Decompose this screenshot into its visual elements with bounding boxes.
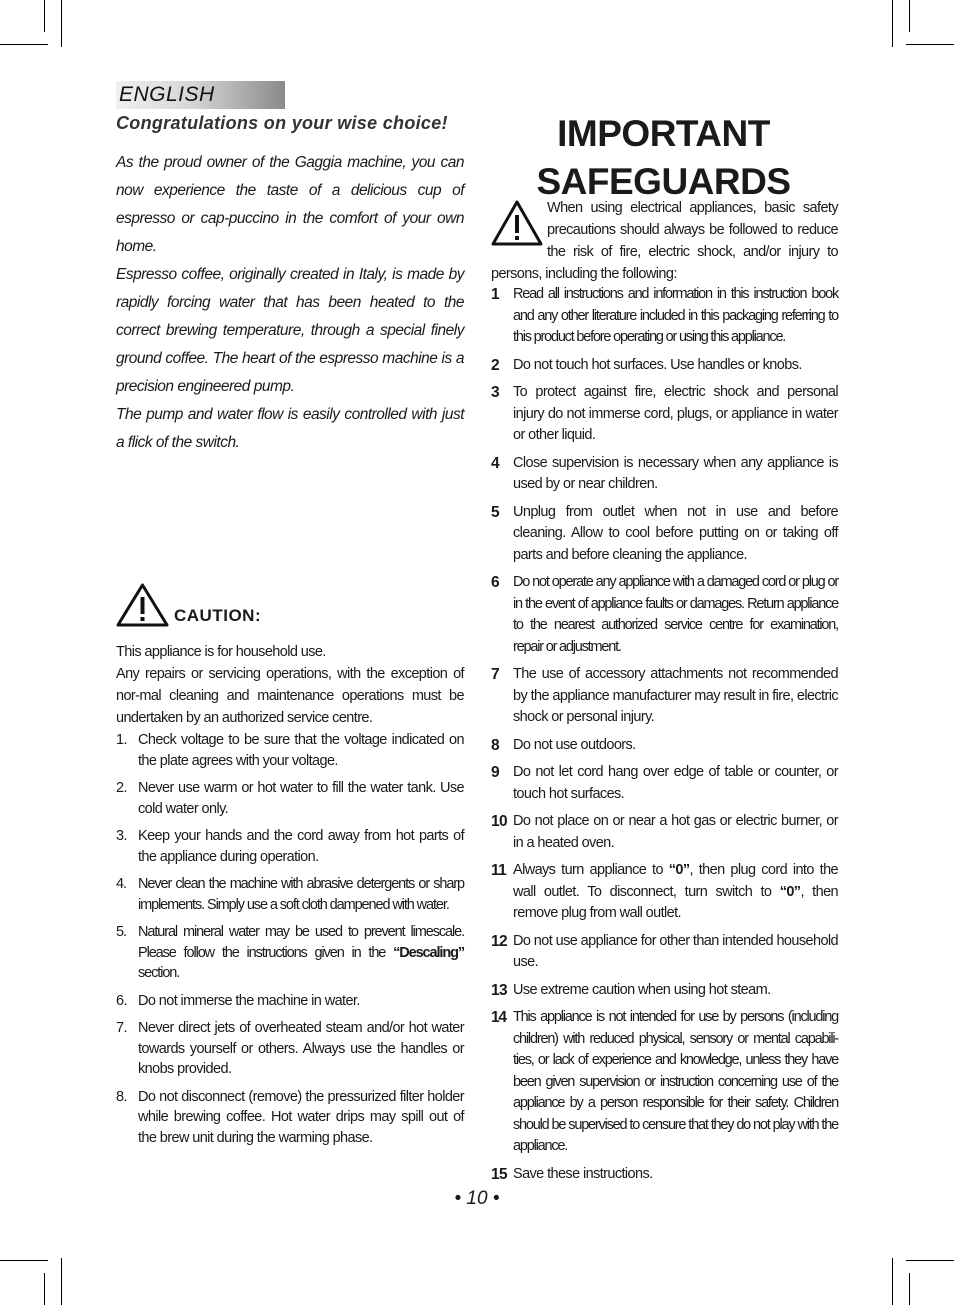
caution-item: 2. Never use warm or hot water to fill the water tank. Use cold water only.: [116, 780, 464, 817]
crop-mark: [906, 44, 954, 45]
caution-item: 6. Do not immerse the machine in water.: [116, 992, 360, 1009]
crop-mark: [892, 1258, 893, 1305]
safeguard-item: 10 Do not place on or near a hot gas or electric burner, or in a heated oven.: [491, 813, 838, 851]
safeguard-item: 7 The use of accessory attachments not recommended by the appliance manufacturer may result in fire, electric shock or personal injury.: [491, 666, 838, 725]
intro-text: [116, 149, 464, 457]
caution-line: This appliance is for household use.: [116, 644, 326, 660]
safeguard-item: 11 Always turn appliance to “0”, then plug cord into the wall outlet. To disconnect, turn switch to “0”, then remove plug from wall outlet.: [491, 862, 838, 921]
caution-item: 5. Natural mineral water may be used to prevent limescale. Please follow the instructions given in the “Descaling” section.: [116, 924, 464, 981]
crop-mark: [906, 1260, 954, 1261]
page-title: [491, 110, 836, 206]
intro-paragraph: Espresso coffee, originally created in Italy, is made by rapidly forcing water that has been heated to the correct brewing temperature, through a special finely ground coffee. The heart of the espresso machine is a precision engineered pump.: [116, 266, 464, 395]
language-tab: [116, 81, 285, 109]
crop-mark: [909, 1273, 910, 1305]
safeguards-list: [491, 284, 838, 1191]
crop-mark: [909, 0, 910, 32]
caution-item: 4. Never clean the machine with abrasive detergents or sharp implements. Simply use a soft cloth dampened with water.: [116, 876, 464, 913]
caution-item: 8. Do not disconnect (remove) the pressurized filter holder while brewing coffee. Hot water drips may spill out of the brew unit during the warming phase.: [116, 1088, 464, 1146]
safeguard-item: 13 Use extreme caution when using hot steam.: [491, 981, 771, 999]
crop-mark: [892, 0, 893, 47]
safeguard-item: 9 Do not let cord hang over edge of table or counter, or touch hot surfaces.: [491, 764, 838, 802]
intro-paragraph: As the proud owner of the Gaggia machine, you can now experience the taste of a delicious cup of espresso or cap-puccino in the comfort of your own home.: [116, 154, 464, 255]
safeguard-item: 4 Close supervision is necessary when any appliance is used by or near children.: [491, 454, 838, 492]
crop-mark: [44, 1273, 45, 1305]
safeguards-intro: When using electrical appliances, basic safety precautions should always be followed to reduce the risk of fire, electric shock, and/or injury to persons, including the following:: [491, 200, 838, 282]
caution-list: [116, 730, 464, 1148]
crop-mark: [61, 0, 62, 47]
caution-title: CAUTION:: [174, 606, 262, 625]
safeguard-item: 12 Do not use appliance for other than intended household use.: [491, 932, 838, 970]
safeguard-item: 2 Do not touch hot surfaces. Use handles or knobs.: [491, 356, 802, 374]
caution-item: 3. Keep your hands and the cord away from hot parts of the appliance during operation.: [116, 828, 464, 865]
crop-mark: [0, 44, 48, 45]
caution-section: [116, 641, 464, 1155]
crop-mark: [44, 0, 45, 32]
caution-warning-icon: [116, 582, 169, 628]
safeguard-item: 3 To protect against fire, electric shock and personal injury do not immerse cord, plugs, or appliance in water or other liquid.: [491, 384, 838, 443]
title-line: SAFEGUARDS: [536, 161, 791, 202]
intro-paragraph: The pump and water flow is easily controlled with just a flick of the switch.: [116, 406, 464, 451]
crop-mark: [61, 1258, 62, 1305]
language-label: ENGLISH: [119, 83, 215, 106]
caution-item: 1. Check voltage to be sure that the voltage indicated on the plate agrees with your voltage.: [116, 732, 464, 769]
safeguard-item: 6 Do not operate any appliance with a damaged cord or plug or in the event of appliance faults or damages. Return appliance to the nearest authorized service centre for examination, repair or adjustment.: [491, 574, 838, 655]
crop-mark: [0, 1260, 48, 1261]
congrats-heading: Congratulations on your wise choice!: [116, 113, 448, 133]
caution-line: Any repairs or servicing operations, with the exception of nor-mal cleaning and maintenance operations must be undertaken by an authorized service centre.: [116, 666, 464, 726]
safeguard-item: 1 Read all instructions and information in this instruction book and any other literature included in this packaging referring to this product before operating or using this appliance.: [491, 286, 838, 345]
safeguard-item: 14 This appliance is not intended for use by persons (including children) with reduced physical, sensory or mental capabili-ties, or lack of experience and knowledge, unless they have been given supervision or instruction concerning use of the appliance by a person responsible for their safety. Children should be supervised to censure that they do not play with the appliance.: [491, 1009, 838, 1154]
safeguard-item: 15 Save these instructions.: [491, 1165, 653, 1183]
title-line: IMPORTANT: [557, 113, 770, 154]
caution-item: 7. Never direct jets of overheated steam and/or hot water towards yourself or others. Always use the handles or knobs provided.: [116, 1020, 464, 1077]
page-number: • 10 •: [454, 1188, 500, 1209]
safeguard-item: 8 Do not use outdoors.: [491, 736, 636, 754]
safeguard-item: 5 Unplug from outlet when not in use and before cleaning. Allow to cool before putting on or taking off parts and before cleaning the appliance.: [491, 503, 838, 563]
